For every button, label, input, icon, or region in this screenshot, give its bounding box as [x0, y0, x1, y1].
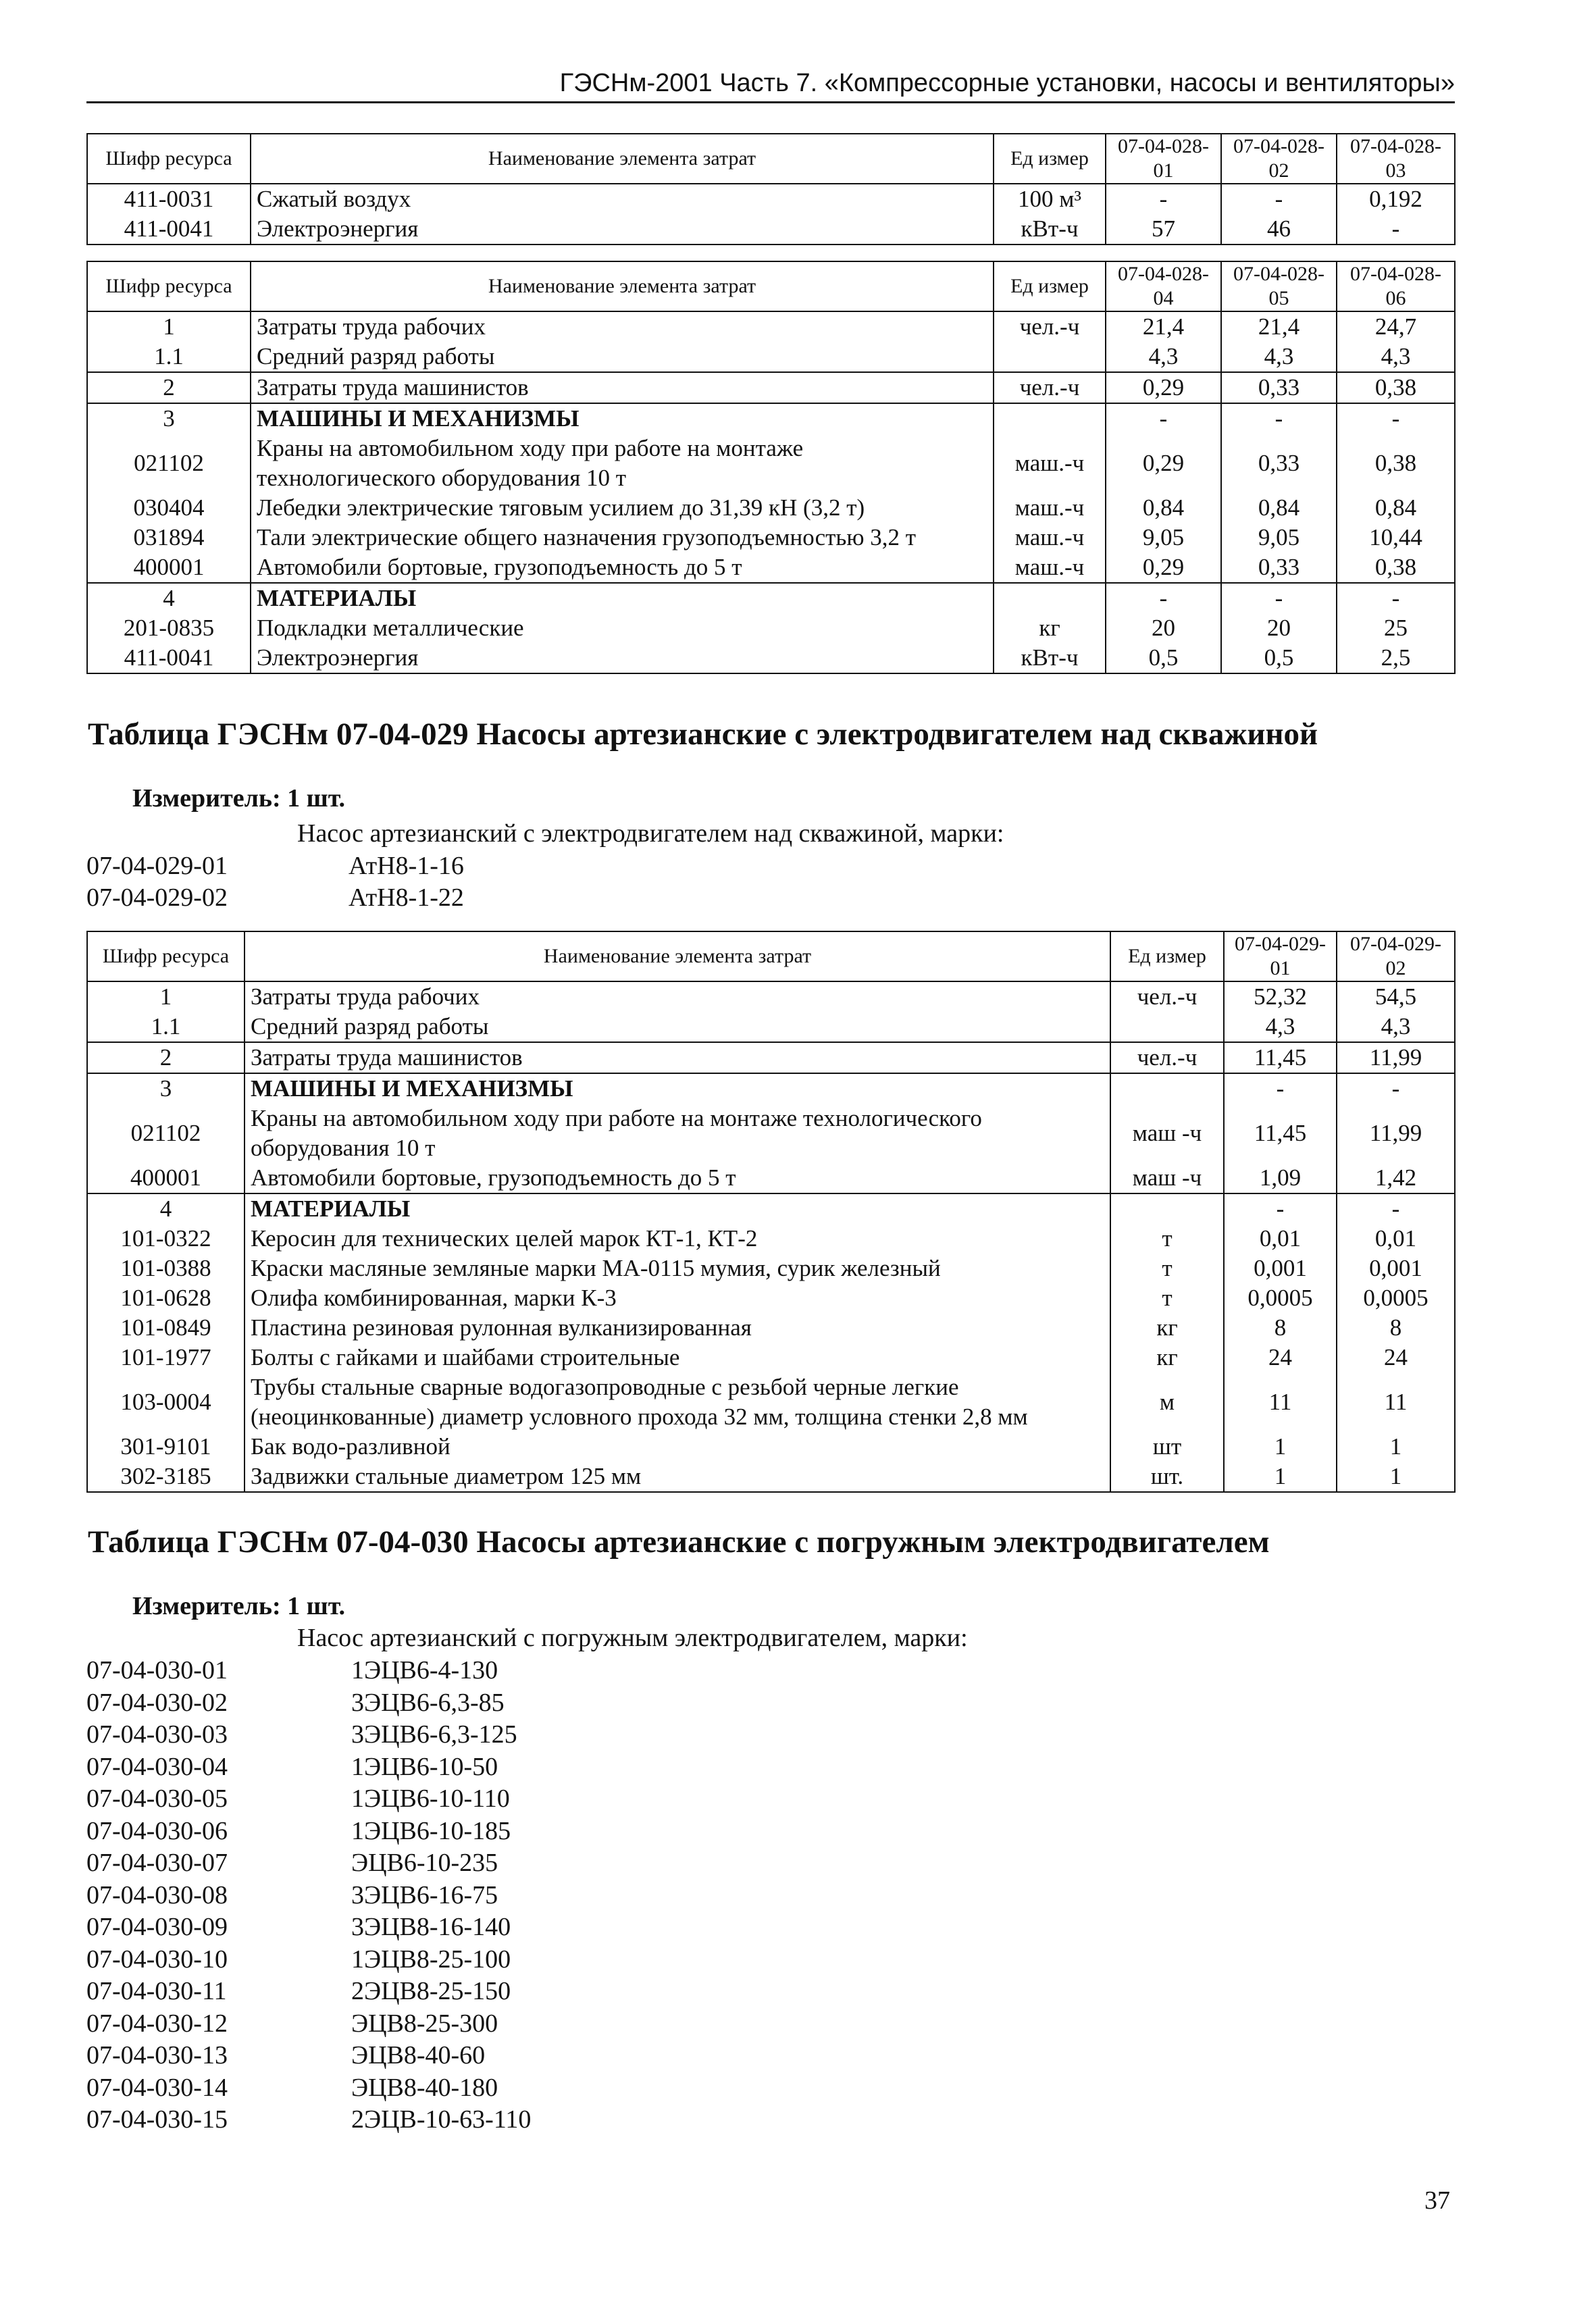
- table-header-row: [87, 931, 1455, 981]
- cost-element-name: Сжатый воздух: [251, 184, 994, 214]
- value-v2: 1,42: [1337, 1163, 1455, 1193]
- cost-element-name: Средний разряд работы: [251, 342, 994, 372]
- unit: кг: [1110, 1313, 1224, 1343]
- value-v3: 4,3: [1337, 342, 1455, 372]
- value-v2: 11: [1337, 1372, 1455, 1432]
- table-row: [87, 981, 1455, 1012]
- value-v3: 25: [1337, 613, 1455, 643]
- resource-code: 3: [87, 1073, 244, 1104]
- unit: кг: [1110, 1343, 1224, 1372]
- resource-code: 3: [87, 403, 251, 434]
- table-row: [87, 434, 1455, 493]
- running-header: ГЭСНм-2001 Часть 7. «Компрессорные установки, насосы и вентиляторы»: [86, 65, 1455, 103]
- unit: т: [1110, 1254, 1224, 1283]
- value-v1: 0,29: [1106, 372, 1221, 403]
- value-v1: -: [1106, 184, 1221, 214]
- header-col-1: 07-04-028-04: [1106, 261, 1221, 311]
- resource-code: 030404: [87, 493, 251, 523]
- value-v2: 24: [1337, 1343, 1455, 1372]
- value-v2: 1: [1337, 1462, 1455, 1492]
- mark-code: 07-04-030-11: [86, 1977, 227, 2005]
- resource-code: 021102: [87, 434, 251, 493]
- resource-code: 411-0041: [87, 643, 251, 673]
- value-v1: 0,29: [1106, 434, 1221, 493]
- value-v2: -: [1221, 184, 1337, 214]
- table-header-row: [87, 134, 1455, 184]
- mark-code: 07-04-030-09: [86, 1913, 228, 1941]
- mark-name: 2ЭЦВ8-25-150: [351, 1977, 511, 2005]
- resource-code: 411-0031: [87, 184, 251, 214]
- cost-element-name: МАТЕРИАЛЫ: [244, 1193, 1110, 1224]
- table-row: [87, 1254, 1455, 1283]
- resource-code: 031894: [87, 523, 251, 552]
- resource-code: 101-1977: [87, 1343, 244, 1372]
- mark-name: 1ЭЦВ6-10-185: [351, 1816, 511, 1845]
- mark-code: 07-04-030-07: [86, 1849, 228, 1877]
- value-v1: -: [1224, 1073, 1337, 1104]
- mark-name: АтН8-1-22: [349, 883, 464, 912]
- table-row: [87, 1343, 1455, 1372]
- table-row: [87, 583, 1455, 613]
- mark-code: 07-04-030-04: [86, 1752, 228, 1781]
- resource-code: 4: [87, 1193, 244, 1224]
- table-row: [87, 613, 1455, 643]
- value-v2: 0,0005: [1337, 1283, 1455, 1313]
- mark-name: 3ЭЦВ6-6,3-125: [351, 1720, 517, 1749]
- cost-element-name: Краны на автомобильном ходу при работе на монтаже технологического оборудования 10 т: [251, 434, 994, 493]
- table-row: [87, 1432, 1455, 1462]
- resource-table-028-b: [86, 261, 1456, 674]
- value-v1: 11,45: [1224, 1042, 1337, 1073]
- unit: [994, 583, 1106, 613]
- value-v1: -: [1224, 1193, 1337, 1224]
- table-row: [87, 1283, 1455, 1313]
- table-row: [87, 523, 1455, 552]
- measure-030: Измеритель: 1 шт.: [132, 1592, 346, 1620]
- table-row: [87, 1372, 1455, 1432]
- cost-element-name: Автомобили бортовые, грузоподъемность до 5 т: [251, 552, 994, 583]
- resource-code: 1.1: [87, 1012, 244, 1042]
- mark-name: ЭЦВ8-25-300: [351, 2009, 498, 2038]
- cost-element-name: Трубы стальные сварные водогазопроводные с резьбой черные легкие (неоцинкованные) диаметр условного прохода 32 мм, толщина стенки 2,8 мм: [244, 1372, 1110, 1432]
- table-row: [87, 311, 1455, 342]
- unit: кВт-ч: [994, 643, 1106, 673]
- cost-element-name: Бак водо-разливной: [244, 1432, 1110, 1462]
- unit: [994, 403, 1106, 434]
- table-row: [87, 1193, 1455, 1224]
- table-title-029: Таблица ГЭСНм 07-04-029 Насосы артезианские с электродвигателем над скважиной: [88, 717, 1318, 752]
- header-unit: Ед измер: [994, 134, 1106, 184]
- mark-code: 07-04-030-15: [86, 2105, 228, 2134]
- value-v3: 2,5: [1337, 643, 1455, 673]
- table-row: [87, 1462, 1455, 1492]
- value-v1: 0,0005: [1224, 1283, 1337, 1313]
- resource-code: 101-0849: [87, 1313, 244, 1343]
- mark-name: ЭЦВ6-10-235: [351, 1849, 498, 1877]
- value-v2: -: [1337, 1073, 1455, 1104]
- header-name: Наименование элемента затрат: [244, 931, 1110, 981]
- resource-code: 302-3185: [87, 1462, 244, 1492]
- header-name: Наименование элемента затрат: [251, 134, 994, 184]
- header-name: Наименование элемента затрат: [251, 261, 994, 311]
- cost-element-name: Средний разряд работы: [244, 1012, 1110, 1042]
- resource-code: 1.1: [87, 342, 251, 372]
- cost-element-name: Пластина резиновая рулонная вулканизированная: [244, 1313, 1110, 1343]
- mark-name: 2ЭЦВ-10-63-110: [351, 2105, 532, 2134]
- unit: шт: [1110, 1432, 1224, 1462]
- cost-element-name: Керосин для технических целей марок КТ-1, КТ-2: [244, 1224, 1110, 1254]
- unit: маш.-ч: [994, 552, 1106, 583]
- value-v2: 0,33: [1221, 552, 1337, 583]
- header-code: Шифр ресурса: [87, 261, 251, 311]
- unit: чел.-ч: [994, 311, 1106, 342]
- cost-element-name: Олифа комбинированная, марки К-3: [244, 1283, 1110, 1313]
- unit: маш.-ч: [994, 493, 1106, 523]
- unit: [994, 342, 1106, 372]
- table-row: [87, 184, 1455, 214]
- value-v3: 0,192: [1337, 184, 1455, 214]
- table-row: [87, 342, 1455, 372]
- value-v3: 0,84: [1337, 493, 1455, 523]
- value-v1: 11: [1224, 1372, 1337, 1432]
- resource-code: 021102: [87, 1104, 244, 1163]
- table-row: [87, 1012, 1455, 1042]
- cost-element-name: Автомобили бортовые, грузоподъемность до 5 т: [244, 1163, 1110, 1193]
- mark-name: 3ЭЦВ6-16-75: [351, 1880, 498, 1909]
- resource-table-029: [86, 931, 1456, 1493]
- table-title-030: Таблица ГЭСНм 07-04-030 Насосы артезианские с погружным электродвигателем: [88, 1524, 1270, 1560]
- mark-code: 07-04-030-08: [86, 1880, 228, 1909]
- measure-029: Измеритель: 1 шт.: [132, 784, 346, 813]
- value-v2: -: [1337, 1193, 1455, 1224]
- value-v2: 0,84: [1221, 493, 1337, 523]
- value-v1: 0,29: [1106, 552, 1221, 583]
- resource-code: 101-0322: [87, 1224, 244, 1254]
- value-v1: 1: [1224, 1432, 1337, 1462]
- cost-element-name: Лебедки электрические тяговым усилием до 31,39 кН (3,2 т): [251, 493, 994, 523]
- value-v2: 0,5: [1221, 643, 1337, 673]
- value-v1: -: [1106, 583, 1221, 613]
- unit: [1110, 1193, 1224, 1224]
- value-v1: 1: [1224, 1462, 1337, 1492]
- value-v3: 24,7: [1337, 311, 1455, 342]
- cost-element-name: Затраты труда машинистов: [251, 372, 994, 403]
- unit: маш.-ч: [994, 434, 1106, 493]
- unit: маш -ч: [1110, 1104, 1224, 1163]
- resource-code: 2: [87, 372, 251, 403]
- value-v2: 4,3: [1337, 1012, 1455, 1042]
- table-row: [87, 643, 1455, 673]
- resource-table-028-a: [86, 133, 1456, 245]
- table-row: [87, 1224, 1455, 1254]
- value-v2: 1: [1337, 1432, 1455, 1462]
- resource-code: 400001: [87, 1163, 244, 1193]
- unit: кг: [994, 613, 1106, 643]
- resource-code: 103-0004: [87, 1372, 244, 1432]
- mark-name: ЭЦВ8-40-180: [351, 2073, 498, 2102]
- mark-name: ЭЦВ8-40-60: [351, 2041, 486, 2069]
- value-v1: 9,05: [1106, 523, 1221, 552]
- mark-name: 1ЭЦВ6-10-110: [351, 1784, 510, 1813]
- mark-code: 07-04-029-02: [86, 883, 228, 912]
- mark-code: 07-04-030-12: [86, 2009, 228, 2038]
- mark-name: 1ЭЦВ6-4-130: [351, 1656, 498, 1685]
- resource-code: 1: [87, 311, 251, 342]
- table-row: [87, 214, 1455, 245]
- value-v1: 0,01: [1224, 1224, 1337, 1254]
- resource-code: 2: [87, 1042, 244, 1073]
- page-number: 37: [1424, 2186, 1450, 2215]
- table-row: [87, 403, 1455, 434]
- cost-element-name: Подкладки металлические: [251, 613, 994, 643]
- header-code: Шифр ресурса: [87, 134, 251, 184]
- value-v2: 0,001: [1337, 1254, 1455, 1283]
- unit: [1110, 1073, 1224, 1104]
- value-v3: -: [1337, 403, 1455, 434]
- value-v2: 8: [1337, 1313, 1455, 1343]
- unit: т: [1110, 1283, 1224, 1313]
- value-v1: 4,3: [1106, 342, 1221, 372]
- unit: кВт-ч: [994, 214, 1106, 245]
- header-unit: Ед измер: [994, 261, 1106, 311]
- table-row: [87, 493, 1455, 523]
- resource-code: 101-0628: [87, 1283, 244, 1313]
- value-v1: 21,4: [1106, 311, 1221, 342]
- header-col-1: 07-04-028-01: [1106, 134, 1221, 184]
- table-row: [87, 1163, 1455, 1193]
- value-v1: 20: [1106, 613, 1221, 643]
- mark-code: 07-04-030-14: [86, 2073, 228, 2102]
- unit: 100 м³: [994, 184, 1106, 214]
- mark-code: 07-04-030-03: [86, 1720, 228, 1749]
- unit: маш -ч: [1110, 1163, 1224, 1193]
- cost-element-name: Электроэнергия: [251, 214, 994, 245]
- value-v2: 0,33: [1221, 372, 1337, 403]
- unit: чел.-ч: [1110, 981, 1224, 1012]
- value-v1: 0,5: [1106, 643, 1221, 673]
- table-row: [87, 1042, 1455, 1073]
- value-v2: 0,33: [1221, 434, 1337, 493]
- value-v1: 0,001: [1224, 1254, 1337, 1283]
- unit: маш.-ч: [994, 523, 1106, 552]
- value-v3: 0,38: [1337, 372, 1455, 403]
- mark-code: 07-04-029-01: [86, 852, 228, 880]
- value-v1: 52,32: [1224, 981, 1337, 1012]
- value-v1: 4,3: [1224, 1012, 1337, 1042]
- table-row: [87, 1073, 1455, 1104]
- header-code: Шифр ресурса: [87, 931, 244, 981]
- mark-name: 1ЭЦВ6-10-50: [351, 1752, 498, 1781]
- value-v2: 4,3: [1221, 342, 1337, 372]
- unit: [1110, 1012, 1224, 1042]
- mark-code: 07-04-030-06: [86, 1816, 228, 1845]
- header-col-2: 07-04-029-02: [1337, 931, 1455, 981]
- value-v2: 11,99: [1337, 1104, 1455, 1163]
- value-v1: 24: [1224, 1343, 1337, 1372]
- cost-element-name: МАТЕРИАЛЫ: [251, 583, 994, 613]
- resource-code: 1: [87, 981, 244, 1012]
- mark-code: 07-04-030-13: [86, 2041, 228, 2069]
- value-v1: 8: [1224, 1313, 1337, 1343]
- value-v2: -: [1221, 583, 1337, 613]
- header-col-3: 07-04-028-06: [1337, 261, 1455, 311]
- value-v2: 9,05: [1221, 523, 1337, 552]
- cost-element-name: Краны на автомобильном ходу при работе на монтаже технологического оборудования 10 т: [244, 1104, 1110, 1163]
- cost-element-name: Затраты труда рабочих: [251, 311, 994, 342]
- value-v2: 46: [1221, 214, 1337, 245]
- header-col-2: 07-04-028-05: [1221, 261, 1337, 311]
- mark-name: АтН8-1-16: [349, 852, 464, 880]
- value-v2: 20: [1221, 613, 1337, 643]
- mark-code: 07-04-030-02: [86, 1688, 228, 1717]
- marks-intro-029: Насос артезианский с электродвигателем над скважиной, марки:: [297, 819, 1004, 848]
- resource-code: 400001: [87, 552, 251, 583]
- cost-element-name: Затраты труда рабочих: [244, 981, 1110, 1012]
- value-v2: 54,5: [1337, 981, 1455, 1012]
- cost-element-name: Электроэнергия: [251, 643, 994, 673]
- mark-name: 3ЭЦВ6-6,3-85: [351, 1688, 505, 1717]
- resource-code: 201-0835: [87, 613, 251, 643]
- cost-element-name: МАШИНЫ И МЕХАНИЗМЫ: [244, 1073, 1110, 1104]
- cost-element-name: МАШИНЫ И МЕХАНИЗМЫ: [251, 403, 994, 434]
- value-v2: -: [1221, 403, 1337, 434]
- unit: т: [1110, 1224, 1224, 1254]
- header-col-1: 07-04-029-01: [1224, 931, 1337, 981]
- marks-intro-030: Насос артезианский с погружным электродвигателем, марки:: [297, 1624, 968, 1652]
- value-v2: 0,01: [1337, 1224, 1455, 1254]
- mark-name: 1ЭЦВ8-25-100: [351, 1945, 511, 1974]
- table-row: [87, 1313, 1455, 1343]
- value-v1: -: [1106, 403, 1221, 434]
- value-v2: 21,4: [1221, 311, 1337, 342]
- resource-code: 411-0041: [87, 214, 251, 245]
- table-row: [87, 1104, 1455, 1163]
- mark-code: 07-04-030-10: [86, 1945, 228, 1974]
- value-v1: 11,45: [1224, 1104, 1337, 1163]
- table-row: [87, 552, 1455, 583]
- header-col-3: 07-04-028-03: [1337, 134, 1455, 184]
- value-v1: 1,09: [1224, 1163, 1337, 1193]
- cost-element-name: Затраты труда машинистов: [244, 1042, 1110, 1073]
- value-v3: 0,38: [1337, 552, 1455, 583]
- unit: шт.: [1110, 1462, 1224, 1492]
- resource-code: 301-9101: [87, 1432, 244, 1462]
- value-v2: 11,99: [1337, 1042, 1455, 1073]
- resource-code: 4: [87, 583, 251, 613]
- cost-element-name: Задвижки стальные диаметром 125 мм: [244, 1462, 1110, 1492]
- mark-code: 07-04-030-05: [86, 1784, 228, 1813]
- value-v3: -: [1337, 583, 1455, 613]
- mark-name: 3ЭЦВ8-16-140: [351, 1913, 511, 1941]
- value-v1: 0,84: [1106, 493, 1221, 523]
- cost-element-name: Тали электрические общего назначения грузоподъемностью 3,2 т: [251, 523, 994, 552]
- mark-code: 07-04-030-01: [86, 1656, 228, 1685]
- unit: м: [1110, 1372, 1224, 1432]
- cost-element-name: Краски масляные земляные марки МА-0115 мумия, сурик железный: [244, 1254, 1110, 1283]
- table-row: [87, 372, 1455, 403]
- unit: чел.-ч: [1110, 1042, 1224, 1073]
- resource-code: 101-0388: [87, 1254, 244, 1283]
- header-unit: Ед измер: [1110, 931, 1224, 981]
- value-v3: -: [1337, 214, 1455, 245]
- header-col-2: 07-04-028-02: [1221, 134, 1337, 184]
- value-v3: 0,38: [1337, 434, 1455, 493]
- cost-element-name: Болты с гайками и шайбами строительные: [244, 1343, 1110, 1372]
- value-v3: 10,44: [1337, 523, 1455, 552]
- value-v1: 57: [1106, 214, 1221, 245]
- unit: чел.-ч: [994, 372, 1106, 403]
- table-header-row: [87, 261, 1455, 311]
